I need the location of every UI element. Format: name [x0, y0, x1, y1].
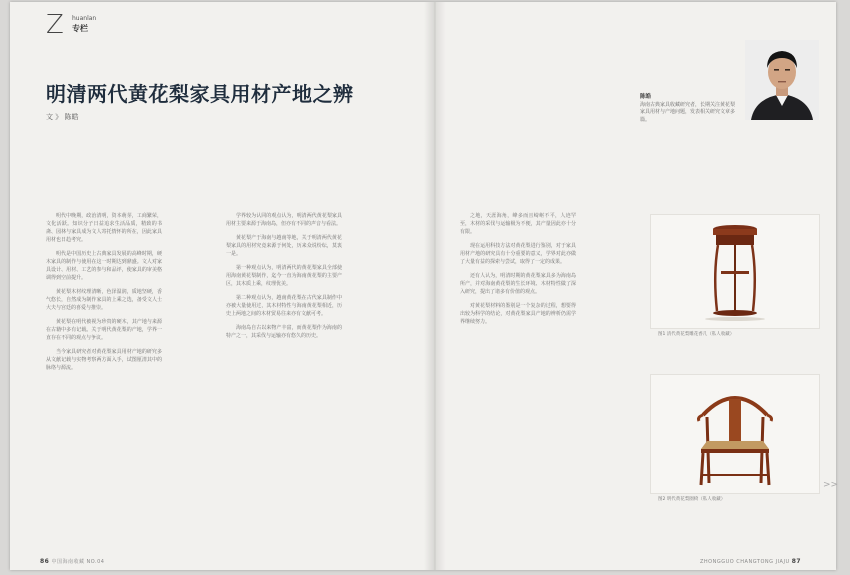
figure-caption-2: 图2 明代黄花梨圈椅（私人收藏） — [658, 497, 726, 502]
paragraph: 明代中晚期，政治清明，资本萌芽，工商繁荣，文化活跃。知识分子日益追求生活品质，精致的书斋、园林与家具成为文人寄托情怀的所在，因此家具用材也日趋考究。 — [46, 213, 162, 243]
armchair-image — [651, 375, 819, 493]
footer-left-text: 中国海南收藏 NO.04 — [51, 559, 105, 565]
page-number-right: 87 — [791, 558, 802, 565]
figure-armchair — [650, 374, 820, 494]
paragraph: 黄花梨产于海南与越南等地，关于明清两代黄花梨家具的用材究竟来源于何处，历来众说纷纭，莫衷一是。 — [226, 235, 342, 257]
paragraph: 现在运用科技方法对黄花梨进行鉴别，对于家具用材产地的研究具有十分重要的意义，学界对此亦做了大量有益的探索与尝试，取得了一定的成果。 — [460, 243, 576, 265]
column-logo-letter: Z — [46, 10, 64, 40]
paragraph: 还有人认为，明清时期的黄花梨家具多为海南岛所产，并对海南黄花梨的生长环境、木材特性做了深入研究，提出了诸多有价值的观点。 — [460, 273, 576, 295]
paragraph: 海南岛自古以来物产丰富，而黄花梨作为海南的特产之一，其采伐与运输亦有悠久的历史。 — [226, 325, 342, 339]
article-title: 明清两代黄花梨家具用材产地之辨 — [46, 82, 354, 106]
paragraph: 第二种观点认为，越南黄花梨在古代家具制作中亦被大量使用过，其木材特性与海南黄花梨相近，历史上两地之间的木材贸易往来亦有文献可考。 — [226, 295, 342, 317]
column-logo-en: huanlan — [72, 15, 97, 22]
incense-stand-image — [651, 215, 819, 328]
page-gutter — [424, 2, 446, 570]
text-column-1 — [46, 212, 162, 378]
paragraph: 学界较为认同的观点认为，明清两代黄花梨家具用材主要来源于海南岛，但亦有不同的声音与看法。 — [226, 213, 342, 227]
author-bio — [640, 94, 738, 124]
paragraph: 第一种观点认为，明清两代的黄花梨家具全部使用海南黄花梨制作，迄今一直为海南黄花梨的主要产区，其木质上乘，纹理优美。 — [226, 265, 342, 287]
author-photo-image — [745, 40, 819, 120]
column-logo-cn: 专栏 — [72, 24, 88, 33]
paragraph: 之地，天涯海角，峰多而且崎岖不平，人迹罕至，木材的采伐与运输极为不便，其产量因此亦十分有限。 — [460, 213, 576, 235]
text-column-2 — [226, 212, 342, 346]
text-column-3 — [460, 212, 576, 332]
footer-right — [700, 558, 801, 565]
footer-right-text: ZHONGGUO CHANGTONG JIAJU — [700, 559, 790, 565]
figure-caption-1: 图1 清代黄花梨雕花香几（私人收藏） — [658, 332, 735, 337]
author-portrait — [745, 40, 819, 120]
article-byline: 文 》 陈皓 — [46, 113, 79, 121]
paragraph: 黄花梨木材纹理清晰，色泽温润，质地坚硬，香气悠长，自然成为制作家具的上乘之选，备受文人士大夫与宫廷的喜爱与推崇。 — [46, 289, 162, 311]
figure-incense-stand — [650, 214, 820, 329]
paragraph: 明代是中国历史上古典家具发展的高峰时期，硬木家具的制作与使用在这一时期达到鼎盛。文人对家具设计、用材、工艺的参与和品评，使家具的审美格调得到空前提升。 — [46, 251, 162, 281]
author-name: 陈皓 — [640, 94, 652, 100]
paragraph: 黄花梨在明代被视为珍贵的硬木，其产地与来源在古籍中多有记载。关于明代黄花梨的产地，学界一直存在不同的观点与争议。 — [46, 319, 162, 341]
paragraph: 当今家具研究者对黄花梨家具用材产地的研究多从文献记载与实物考察两方面入手，试图厘清其中的脉络与源流。 — [46, 349, 162, 371]
magazine-spread — [10, 2, 839, 570]
paragraph: 对黄花梨材料的鉴别是一个复杂的过程，想要得出较为科学的结论，对黄花梨家具产地的辨析仍需学界继续努力。 — [460, 303, 576, 325]
next-page-arrow: >> — [823, 480, 839, 490]
page-number-left: 86 — [40, 558, 50, 565]
author-bio-text: 海南古典家具收藏研究者，长期关注黄花梨家具用材与产地问题，发表相关研究文章多篇。 — [640, 101, 736, 123]
footer-left — [40, 558, 104, 565]
